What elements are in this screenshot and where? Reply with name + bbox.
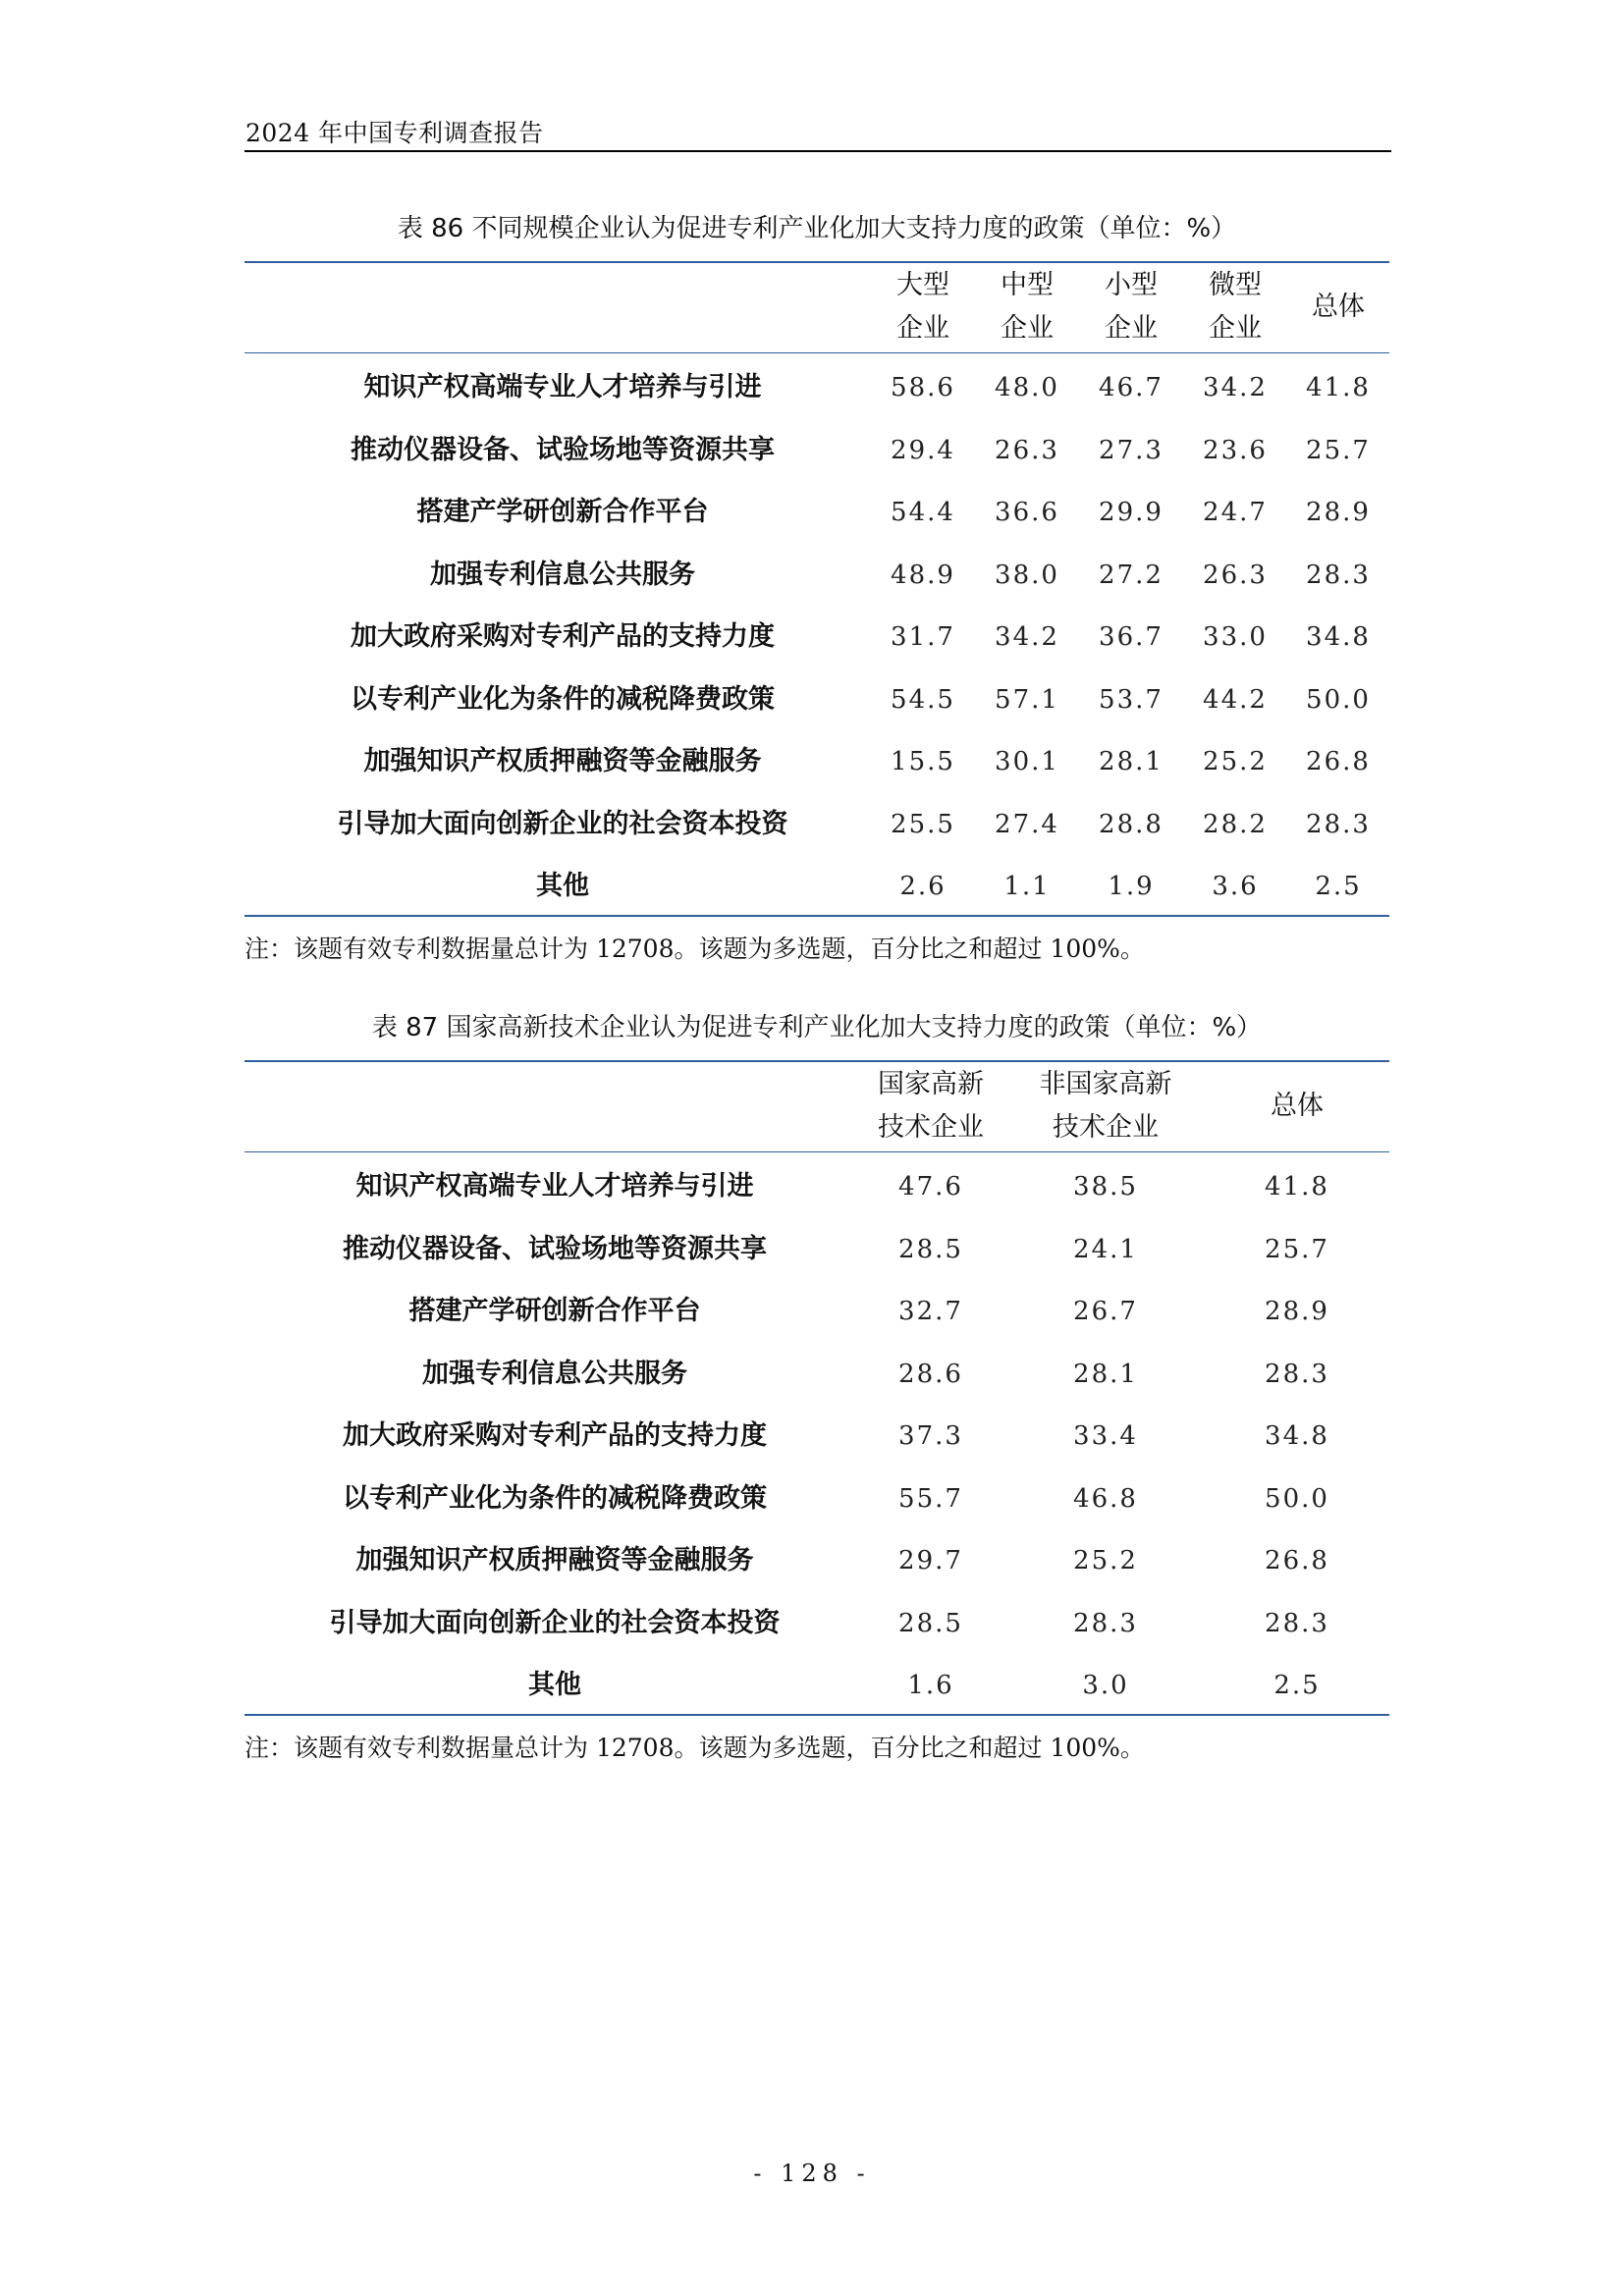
table-cell-value: 28.9 [1306,498,1371,527]
table86-header-rule [244,352,1389,353]
table-row [244,1343,1389,1406]
row-label: 加强知识产权质押融资等金融服务 [355,1545,754,1575]
table-cell-value: 25.7 [1306,435,1371,465]
table-row [244,1405,1389,1468]
table-cell-value: 29.7 [898,1546,963,1575]
table-row [244,1468,1389,1530]
table-cell-value: 31.7 [891,622,955,652]
table-row [244,1280,1389,1343]
row-label: 其他 [528,1670,581,1700]
table-cell-value: 1.6 [907,1671,954,1700]
table-cell-value: 30.1 [995,747,1059,776]
table-cell-value: 54.4 [891,498,955,527]
table87 [244,1060,1389,1718]
table-row [244,855,1389,918]
column-header: 国家高新 [878,1069,984,1099]
column-header: 微型 [1209,270,1262,300]
table-cell-value: 3.0 [1082,1671,1129,1700]
table-cell-value: 26.3 [995,435,1059,465]
row-label: 搭建产学研创新合作平台 [416,497,709,527]
table-cell-value: 15.5 [891,747,955,776]
column-header-line2: 技术企业 [878,1112,984,1143]
table-cell-value: 46.8 [1073,1483,1138,1514]
table87-top-rule [244,1060,1389,1062]
row-label: 以专利产业化为条件的减税降费政策 [351,683,775,715]
table-row [244,1592,1389,1655]
row-label: 以专利产业化为条件的减税降费政策 [343,1482,767,1514]
table-cell-value: 47.6 [898,1172,963,1201]
table-cell-value: 3.6 [1212,872,1259,901]
table-cell-value: 2.5 [1315,872,1362,901]
table-row [244,606,1389,668]
page-number: - 128 - [753,2160,871,2187]
table-cell-value: 28.6 [898,1359,963,1389]
row-label: 引导加大面向创新企业的社会资本投资 [329,1607,781,1638]
table-cell-value: 28.5 [898,1608,963,1638]
table-cell-value: 25.2 [1073,1546,1138,1575]
table-cell-value: 29.9 [1099,498,1164,527]
table-cell-value: 36.6 [995,498,1059,527]
table-row [244,544,1389,607]
table-cell-value: 54.5 [891,684,955,715]
table-cell-value: 27.3 [1099,435,1164,465]
table87-header-rule [244,1151,1389,1152]
row-label: 知识产权高端专业人才培养与引进 [355,1171,754,1201]
table-cell-value: 2.5 [1273,1671,1321,1700]
table-cell-value: 26.8 [1306,747,1371,776]
table-cell-value: 28.9 [1265,1297,1329,1326]
table-row [244,793,1389,856]
table-cell-value: 38.0 [995,560,1059,590]
column-header: 总体 [1271,1091,1324,1121]
table87-caption: 表 87 国家高新技术企业认为促进专利产业化加大支持力度的政策（单位：%） [371,1013,1263,1042]
table-cell-value: 41.8 [1265,1172,1329,1201]
table-cell-value: 28.1 [1073,1359,1138,1389]
column-header: 小型 [1105,270,1158,300]
column-header-line2: 企业 [896,313,949,344]
table-cell-value: 28.3 [1265,1608,1329,1638]
column-header-line2: 技术企业 [1053,1112,1159,1143]
table-cell-value: 25.5 [891,809,955,839]
table-cell-value: 27.2 [1099,560,1164,590]
table-cell-value: 25.2 [1203,747,1268,776]
row-label: 加大政府采购对专利产品的支持力度 [343,1420,767,1451]
table-cell-value: 34.2 [995,622,1059,652]
table-cell-value: 46.7 [1099,373,1164,402]
table-cell-value: 23.6 [1203,435,1268,465]
table-cell-value: 28.1 [1099,747,1164,776]
table-cell-value: 41.8 [1306,373,1371,402]
table-cell-value: 32.7 [898,1297,963,1326]
table86-note: 注：该题有效专利数据量总计为 12708。该题为多选题，百分比之和超过 100%。 [244,934,1145,963]
column-header-line2: 企业 [1105,313,1158,344]
row-label: 加强专利信息公共服务 [422,1358,687,1389]
row-label: 推动仪器设备、试验场地等资源共享 [351,434,775,465]
table-cell-value: 1.1 [1003,872,1051,901]
table-cell-value: 28.3 [1306,560,1371,590]
table-cell-value: 36.7 [1099,622,1164,652]
table-cell-value: 28.5 [898,1234,963,1264]
table-cell-value: 26.8 [1265,1546,1329,1575]
table-row [244,481,1389,544]
table-cell-value: 50.0 [1265,1483,1329,1514]
table-cell-value: 48.9 [891,560,955,590]
table-cell-value: 28.2 [1203,809,1268,839]
row-label: 推动仪器设备、试验场地等资源共享 [343,1233,767,1264]
table-cell-value: 34.2 [1203,373,1268,402]
table-row [244,1654,1389,1717]
table86 [244,261,1389,919]
row-label: 加强专利信息公共服务 [430,559,695,590]
table-cell-value: 53.7 [1099,684,1164,715]
table-cell-value: 27.4 [995,809,1059,839]
table-cell-value: 24.7 [1203,498,1268,527]
table-cell-value: 33.0 [1203,622,1268,652]
table-row [244,1529,1389,1592]
table-cell-value: 26.3 [1203,560,1268,590]
table-cell-value: 58.6 [891,373,955,402]
table-cell-value: 24.1 [1073,1234,1138,1264]
table86-top-rule [244,261,1389,263]
table86-caption: 表 86 不同规模企业认为促进专利产业化加大支持力度的政策（单位：%） [397,214,1237,243]
table-cell-value: 28.8 [1099,809,1164,839]
table-row [244,1218,1389,1281]
table-cell-value: 33.4 [1073,1421,1138,1451]
table-cell-value: 44.2 [1203,684,1268,715]
table-cell-value: 29.4 [891,435,955,465]
table-cell-value: 37.3 [898,1421,963,1451]
table-cell-value: 55.7 [898,1483,963,1514]
row-label: 知识产权高端专业人才培养与引进 [363,372,762,402]
table-cell-value: 48.0 [995,373,1059,402]
table-cell-value: 34.8 [1265,1421,1329,1451]
table-cell-value: 57.1 [995,684,1059,715]
column-header: 总体 [1312,292,1365,322]
row-label: 加大政府采购对专利产品的支持力度 [351,621,775,652]
table-cell-value: 26.7 [1073,1297,1138,1326]
column-header-line2: 企业 [1209,313,1262,344]
row-label: 其他 [536,871,589,901]
table-row [244,356,1389,419]
table-cell-value: 50.0 [1306,684,1371,715]
table-cell-value: 28.3 [1265,1359,1329,1389]
row-label: 搭建产学研创新合作平台 [408,1296,701,1326]
table-cell-value: 2.6 [899,872,947,901]
column-header-line2: 企业 [1001,313,1054,344]
table-cell-value: 38.5 [1073,1172,1138,1201]
row-label: 引导加大面向创新企业的社会资本投资 [337,808,788,839]
table87-note: 注：该题有效专利数据量总计为 12708。该题为多选题，百分比之和超过 100%。 [244,1734,1145,1762]
table-row [244,419,1389,482]
table-row [244,668,1389,731]
table-cell-value: 1.9 [1108,872,1155,901]
row-label: 加强知识产权质押融资等金融服务 [363,746,762,776]
column-header: 非国家高新 [1039,1069,1172,1099]
table-row [244,1155,1389,1218]
table-cell-value: 28.3 [1306,809,1371,839]
table-cell-value: 34.8 [1306,622,1371,652]
header-rule [244,150,1391,152]
column-header: 中型 [1001,270,1054,300]
running-header-title: 2024 年中国专利调查报告 [245,119,544,147]
column-header: 大型 [896,270,949,300]
table-cell-value: 25.7 [1265,1234,1329,1264]
table-cell-value: 28.3 [1073,1608,1138,1638]
table-row [244,730,1389,793]
